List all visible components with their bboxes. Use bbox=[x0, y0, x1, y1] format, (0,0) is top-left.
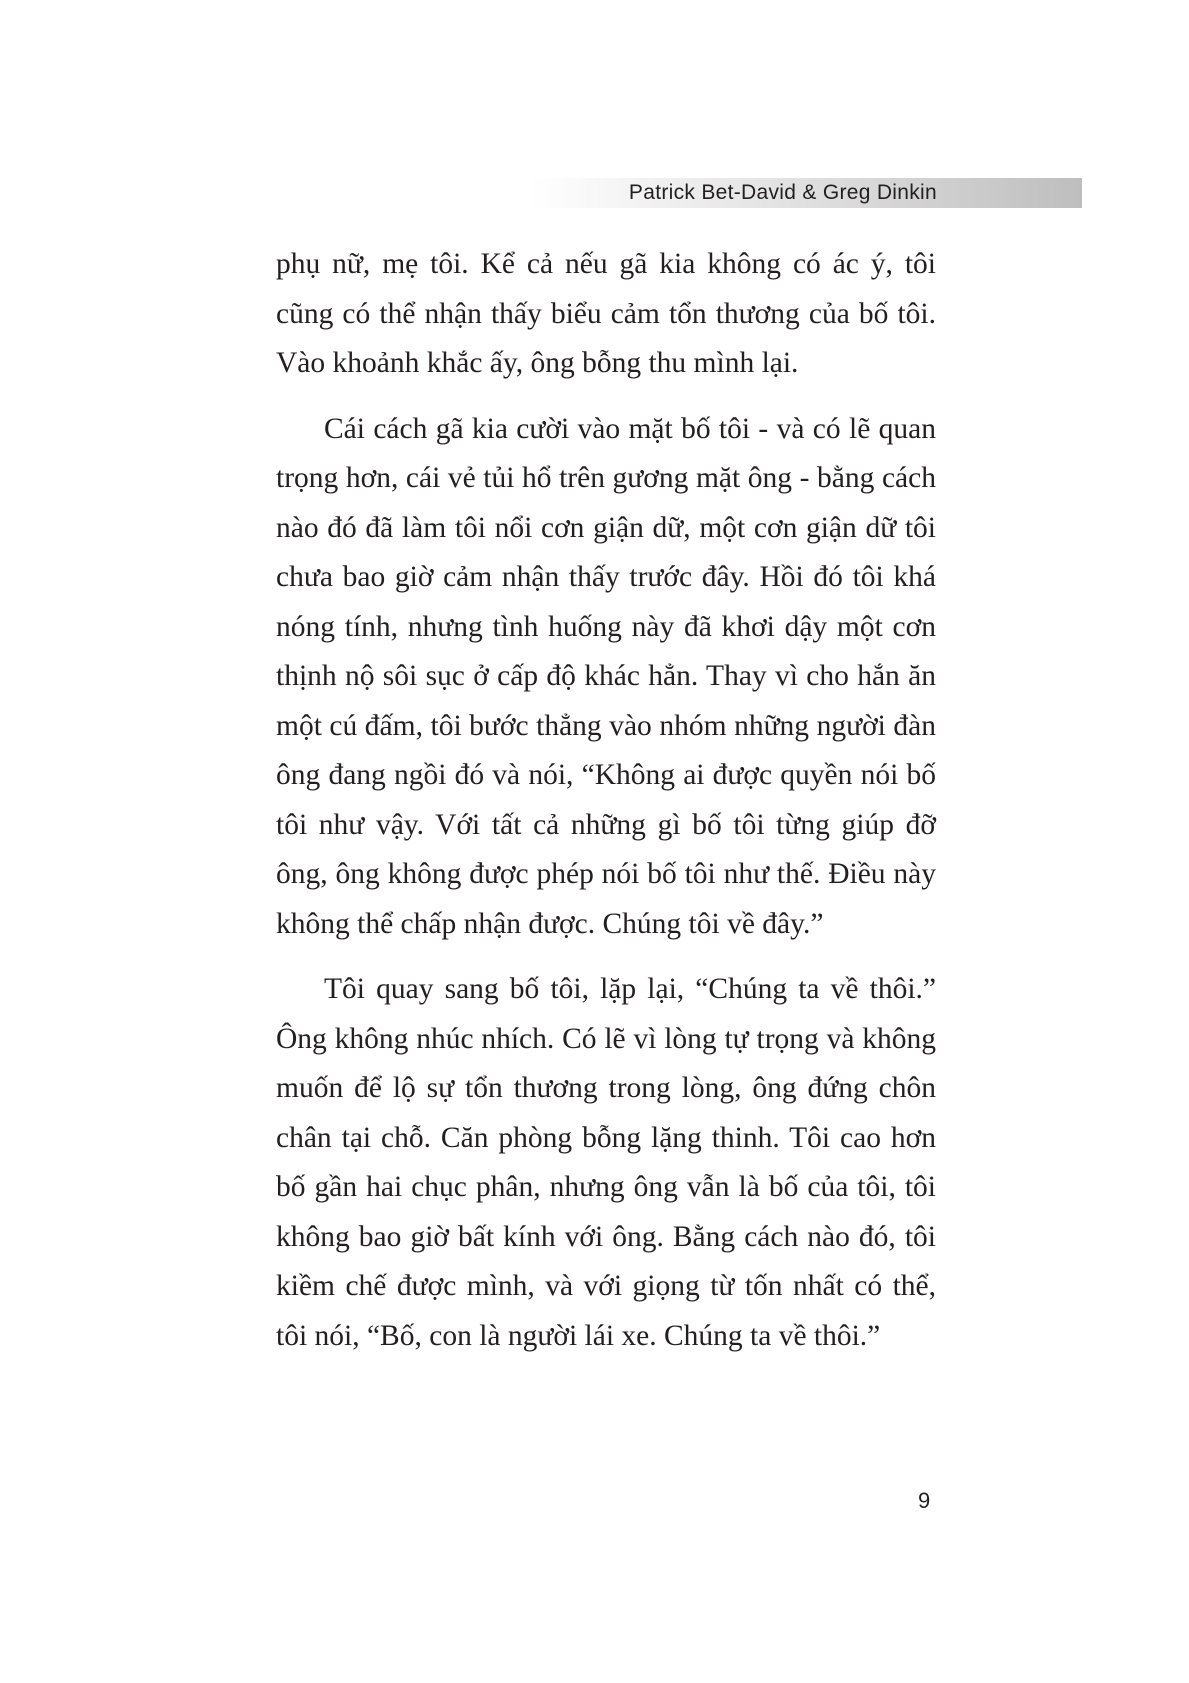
running-header-authors: Patrick Bet-David & Greg Dinkin bbox=[628, 181, 937, 204]
page-number: 9 bbox=[918, 1488, 931, 1513]
running-header bbox=[530, 178, 1082, 208]
body-text bbox=[276, 240, 936, 1377]
paragraph-2: Cái cách gã kia cười vào mặt bố tôi - và có lẽ quan trọng hơn, cái vẻ tủi hổ trên gương mặt ông - bằng cách nào đó đã làm tôi nổi cơn giận dữ, một cơn giận dữ tôi chưa bao giờ cảm nhận thấy trước đây. Hồi đó tôi khá nóng tính, nhưng tình huống này đã khơi dậy một cơn thịnh nộ sôi sục ở cấp độ khác hẳn. Thay vì cho hắn ăn một cú đấm, tôi bước thẳng vào nhóm những người đàn ông đang ngồi đó và nói, “Không ai được quyền nói bố tôi như vậy. Với tất cả những gì bố tôi từng giúp đỡ ông, ông không được phép nói bố tôi như thế. Điều này không thể chấp nhận được. Chúng tôi về đây.” bbox=[276, 412, 936, 940]
paragraph-3: Tôi quay sang bố tôi, lặp lại, “Chúng ta về thôi.” Ông không nhúc nhích. Có lẽ vì lòng tự trọng và không muốn để lộ sự tổn thương trong lòng, ông đứng chôn chân tại chỗ. Căn phòng bỗng lặng thinh. Tôi cao hơn bố gần hai chục phân, nhưng ông vẫn là bố của tôi, tôi không bao giờ bất kính với ông. Bằng cách nào đó, tôi kiềm chế được mình, và với giọng từ tốn nhất có thể, tôi nói, “Bố, con là người lái xe. Chúng ta về thôi.” bbox=[276, 973, 936, 1352]
paragraph-1: phụ nữ, mẹ tôi. Kể cả nếu gã kia không có ác ý, tôi cũng có thể nhận thấy biểu cảm tổn thương của bố tôi. Vào khoảnh khắc ấy, ông bỗng thu mình lại. bbox=[276, 248, 936, 379]
